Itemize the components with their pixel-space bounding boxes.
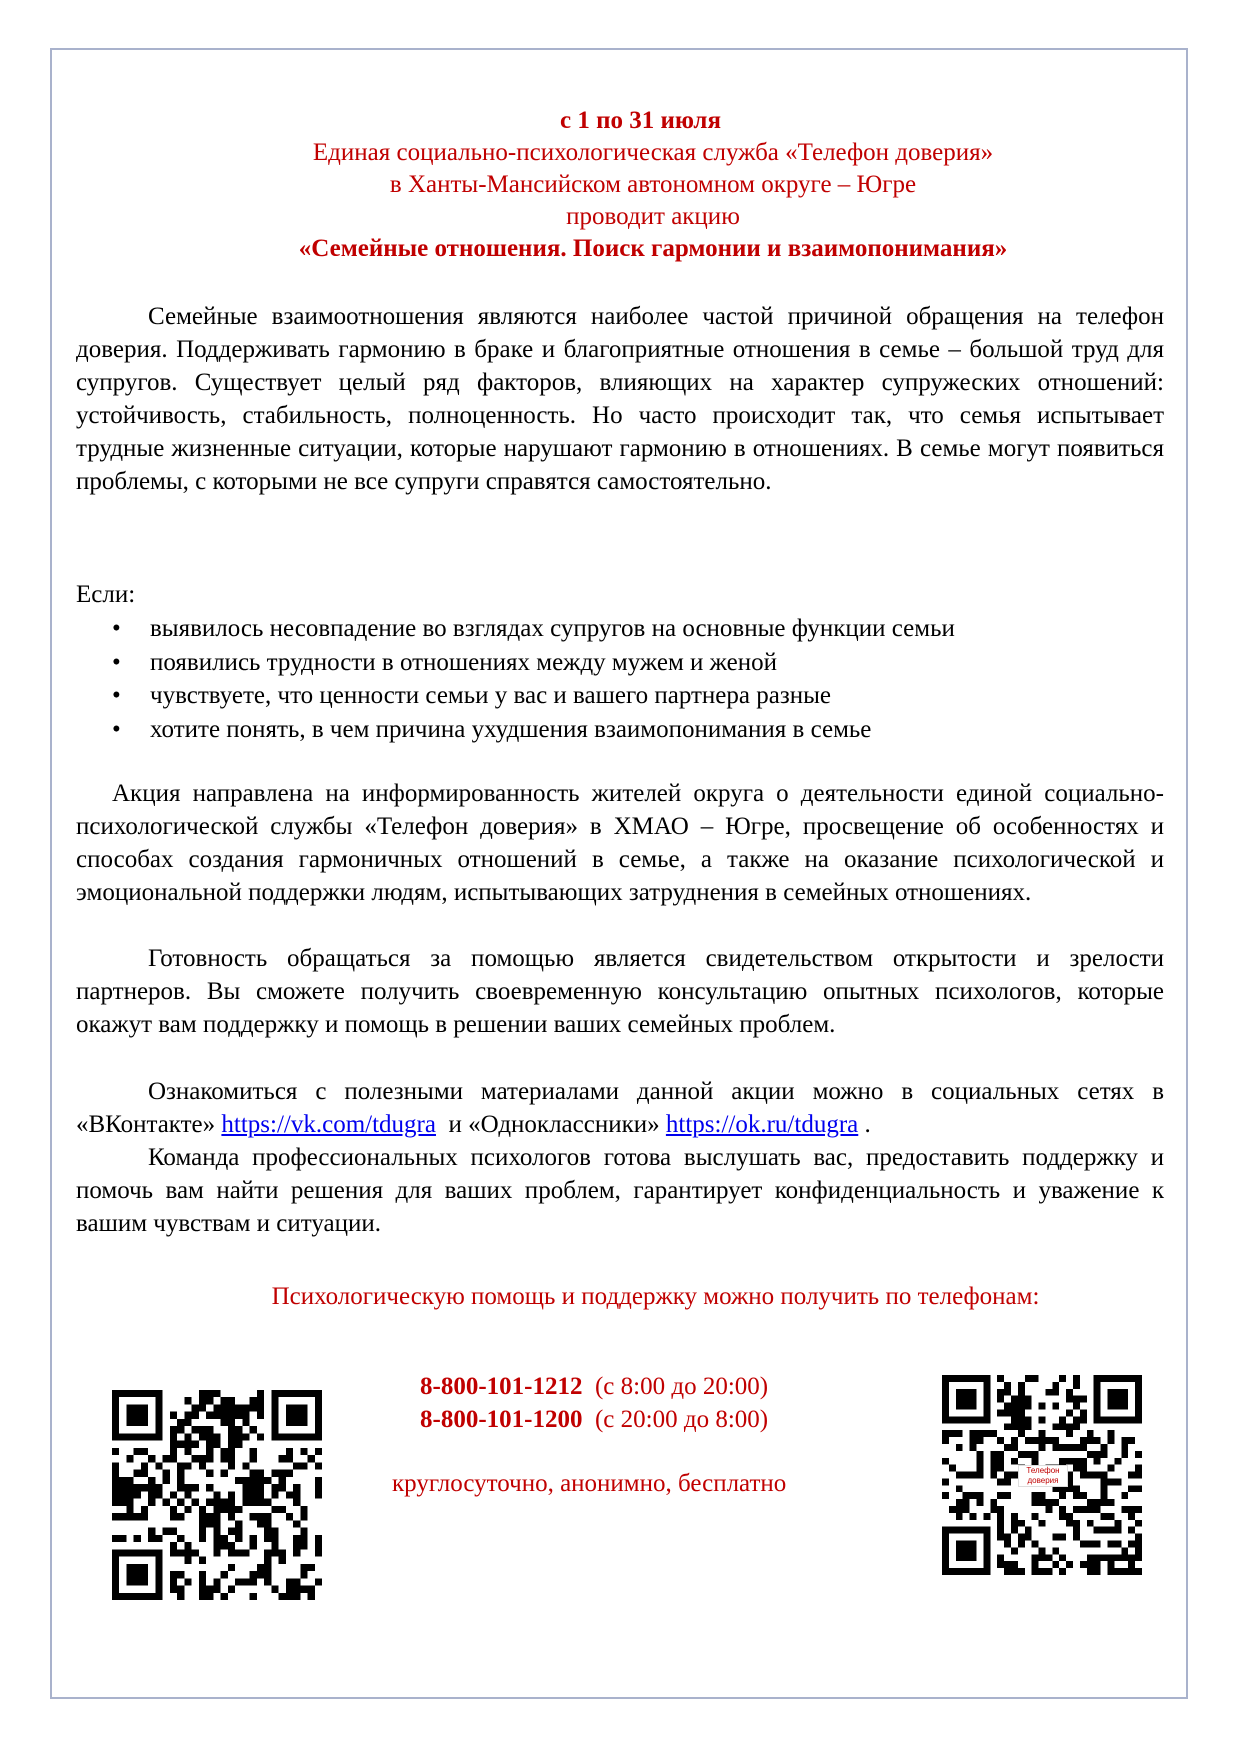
phone-row xyxy=(420,1403,768,1436)
phone-number[interactable]: 8-800-101-1200 xyxy=(420,1406,583,1433)
action-caption: проводит акцию xyxy=(566,203,740,230)
list-item: • хотите понять, в чем причина ухудшения взаимопонимания в семье xyxy=(112,713,1162,747)
bullet-icon: • xyxy=(112,615,121,642)
campaign-dates: с 1 по 31 июля xyxy=(560,107,721,134)
list-item: • появились трудности в отношениях между мужем и женой xyxy=(112,646,1162,680)
social-paragraph: Ознакомиться с полезными материалами данной акции можно в социальных сетях в «ВКонтакте» https://vk.com/tdugra и «Одноклассники» https://ok.ru/tdugra . xyxy=(76,1078,1164,1138)
vk-link[interactable]: https://vk.com/tdugra xyxy=(221,1111,436,1138)
intro-paragraph: Семейные взаимоотношения являются наиболее частой причиной обращения на телефон доверия. Поддерживать гармонию в браке и благоприятные отношения в семье – большой труд для супругов. Существует целый ряд факторов, влияющих на характер супружеских отношений: устойчивость, стабильность, полноценность. Но часто происходит так, что семья испытывает трудные жизненные ситуации, которые нарушают гармонию в отношениях. В семье могут появиться проблемы, с которыми не все супруги справятся самостоятельно. xyxy=(76,303,1164,495)
if-label: Если: xyxy=(76,581,136,608)
hotline-logo: Телефон доверия xyxy=(1018,1465,1068,1487)
service-name: Единая социально-психологическая служба «Телефон доверия» xyxy=(312,139,994,166)
ok-link[interactable]: https://ok.ru/tdugra xyxy=(665,1111,859,1138)
readiness-paragraph: Готовность обращаться за помощью является свидетельством открытости и зрелости партнеров. Вы сможете получить своевременную консультацию опытных психологов, которые окажут вам поддержку и помощь в решении ваших семейных проблем. xyxy=(76,945,1164,1038)
list-item: • чувствуете, что ценности семьи у вас и вашего партнера разные xyxy=(112,679,1162,713)
vk-qr-code[interactable] xyxy=(112,1390,322,1600)
conditions-list xyxy=(112,612,1162,746)
qr-code-icon xyxy=(112,1390,322,1600)
announcement-header xyxy=(0,105,1241,265)
campaign-title: «Семейные отношения. Поиск гармонии и взаимопонимания» xyxy=(298,235,1008,262)
availability-note: круглосуточно, анонимно, бесплатно xyxy=(392,1470,787,1497)
team-paragraph: Команда профессиональных психологов готова выслушать вас, предоставить поддержку и помочь вам найти решения для ваших проблем, гарантирует конфиденциальность и уважение к вашим чувствам и ситуации. xyxy=(76,1144,1164,1237)
bullet-icon: • xyxy=(112,715,121,743)
phone-row xyxy=(420,1370,768,1403)
bullet-icon: • xyxy=(112,648,121,676)
phone-hours: (с 20:00 до 8:00) xyxy=(594,1406,769,1433)
help-line: Психологическую помощь и поддержку можно получить по телефонам: xyxy=(271,1283,1040,1310)
phone-list xyxy=(420,1370,768,1436)
phone-hours: (с 8:00 до 20:00) xyxy=(594,1373,769,1400)
phone-number[interactable]: 8-800-101-1212 xyxy=(420,1373,583,1400)
service-region: в Ханты-Мансийском автономном округе – Югре xyxy=(389,171,917,198)
aim-paragraph: Акция направлена на информированность жителей округа о деятельности единой социально-психологической службы «Телефон доверия» в ХМАО – Югре, просвещение об особенностях и способах создания гармоничных отношений в семье, а также на оказание психологической и эмоциональной поддержки людям, испытывающих затруднения в семейных отношениях. xyxy=(76,780,1164,906)
ok-qr-code[interactable] xyxy=(942,1375,1142,1575)
list-item: • выявилось несовпадение во взглядах супругов на основные функции семьи xyxy=(112,612,1162,646)
bullet-icon: • xyxy=(112,682,121,709)
